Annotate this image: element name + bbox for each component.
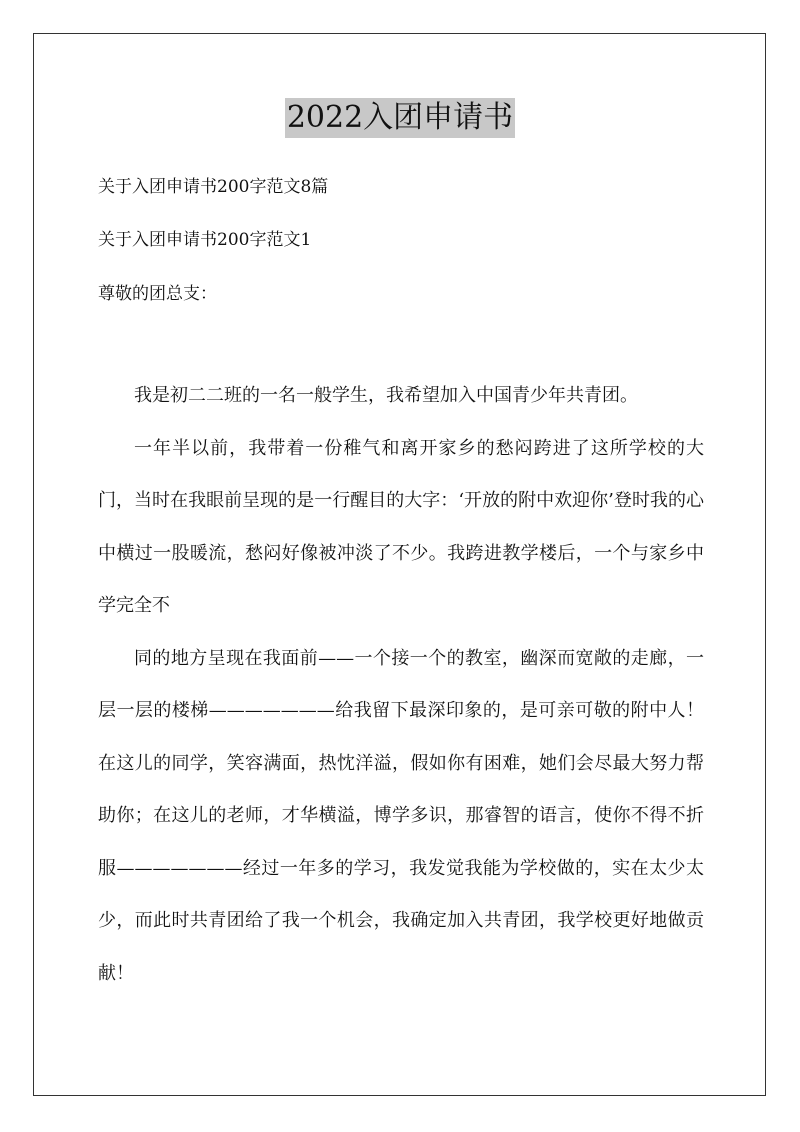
paragraph-1: 我是初二二班的一名一般学生，我希望加入中国青少年共青团。 xyxy=(134,385,638,406)
paragraph-3: 同的地方呈现在我面前——一个接一个的教室，幽深而宽敞的走廊，一层一层的楼梯———————给我留下最深印象的，是可亲可敬的附中人！在这儿的同学，笑容满面，热忱洋溢，假如你有困难，她们会尽最大努力帮助你；在这儿的老师，才华横溢，博学多识，那睿智的语言，使你不得不折服———————经过一年多的学习，我发觉我能为学校做的，实在太少太少，而此时共青团给了我一个机会，我确定加入共青团，我学校更好地做贡献！ xyxy=(98,647,704,984)
title-container xyxy=(0,98,800,138)
document-title: 2022入团申请书 xyxy=(285,98,515,138)
paragraph-2: 一年半以前，我带着一份稚气和离开家乡的愁闷跨进了这所学校的大门，当时在我眼前呈现的是一行醒目的大字：‘开放的附中欢迎你’登时我的心中横过一股暖流，愁闷好像被冲淡了不少。我跨进教学楼后，一个与家乡中学完全不 xyxy=(98,437,704,616)
subtitle-collection: 关于入团申请书200字范文8篇 xyxy=(98,177,329,197)
subtitle-sample: 关于入团申请书200字范文1 xyxy=(98,230,312,250)
salutation: 尊敬的团总支： xyxy=(98,284,217,304)
body-text xyxy=(98,370,704,1000)
